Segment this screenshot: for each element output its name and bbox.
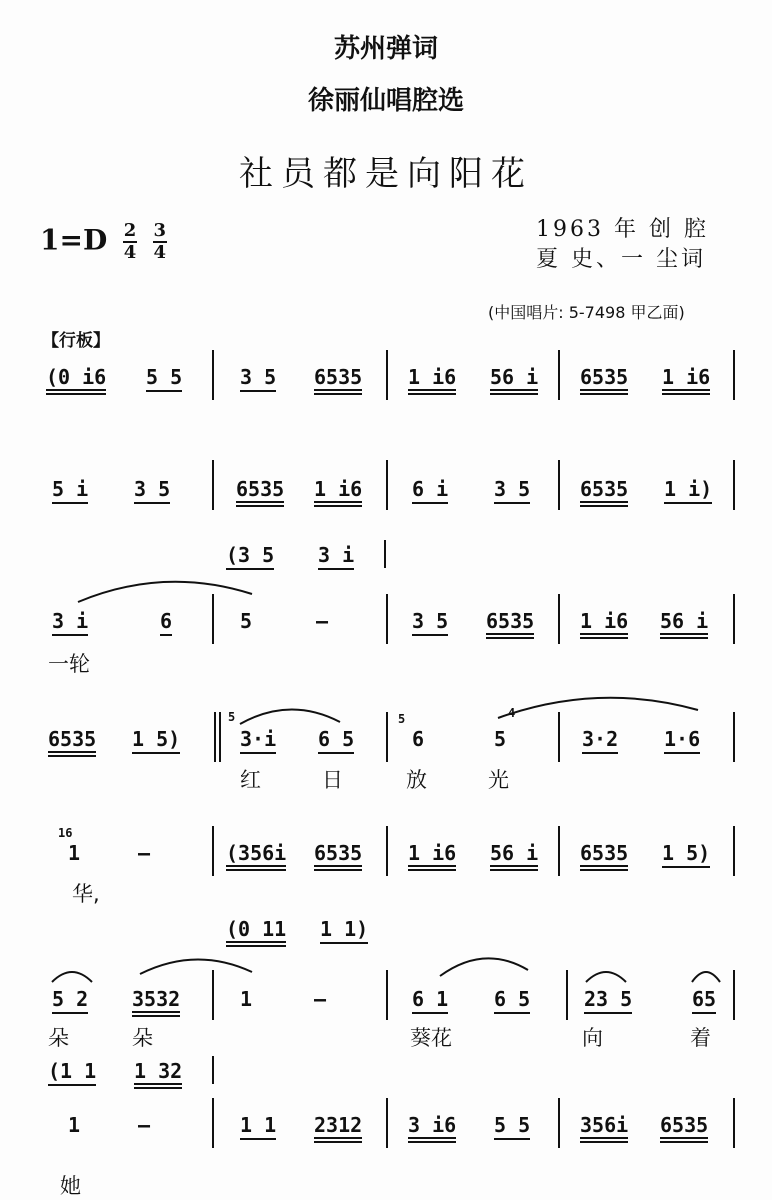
notation-segment: 2312 (314, 1114, 362, 1143)
notation-segment: 6535 (580, 478, 628, 507)
barline (212, 1098, 214, 1148)
notation-segment: 6 5 (494, 988, 530, 1014)
accompaniment-segment: 1 1) (320, 918, 368, 944)
barline (733, 460, 735, 510)
barline (214, 712, 216, 762)
notation-segment: (356i (226, 842, 286, 871)
notation-segment: 1 1 (240, 1114, 276, 1140)
barline (733, 712, 735, 762)
barline (558, 826, 560, 876)
barline (558, 594, 560, 644)
grace-note: 5 (398, 712, 406, 726)
notation-segment: 56 i (660, 610, 708, 639)
notation-segment: 3 5 (412, 610, 448, 636)
notation-segment: 3 5 (494, 478, 530, 504)
barline (384, 540, 386, 568)
lyric: 光 (488, 768, 509, 792)
notation-segment: 3 5 (134, 478, 170, 504)
barline (219, 712, 221, 762)
notation-segment: 1 (240, 987, 253, 1011)
notation-segment: 6535 (314, 366, 362, 395)
barline (386, 712, 388, 762)
notation-segment: 23 5 (584, 988, 632, 1014)
notation-segment: 6535 (486, 610, 534, 639)
notation-segment: 1 (68, 1113, 81, 1137)
notation-segment: 6535 (314, 842, 362, 871)
notation-segment: 6 i (412, 478, 448, 504)
notation-segment: 5 i (52, 478, 88, 504)
slur (48, 964, 98, 986)
slur (74, 572, 258, 608)
barline (558, 350, 560, 400)
collection-title: 徐丽仙唱腔选 (307, 86, 464, 116)
accompaniment-segment: (3 5 (226, 544, 274, 570)
barline (566, 970, 568, 1020)
barline (386, 826, 388, 876)
notation-segment: 5 2 (52, 988, 88, 1014)
lyric: 向 (582, 1026, 603, 1050)
barline (733, 1098, 735, 1148)
barline (733, 826, 735, 876)
barline (212, 826, 214, 876)
slur (688, 964, 724, 986)
notation-segment: 6 5 (318, 728, 354, 754)
notation-segment: 6 1 (412, 988, 448, 1014)
notation-segment: (0 i6 (46, 366, 106, 395)
barline (386, 594, 388, 644)
record-info: (中国唱片: 5-7498 甲乙面) (488, 303, 685, 322)
lyric: 着 (690, 1026, 711, 1050)
lyric: 葵花 (410, 1026, 452, 1050)
barline (212, 350, 214, 400)
notation-segment: 1 i6 (580, 610, 628, 639)
meter-2-4: $\frac{2}{4}$ (123, 220, 137, 263)
lyric: 放 (406, 768, 427, 792)
creation-year: 1963 年 创 腔 (536, 217, 709, 242)
notation-segment: 356i (580, 1114, 628, 1143)
lyric: 日 (322, 768, 343, 792)
sustain-dash: – (138, 1113, 151, 1137)
notation-segment: 56 i (490, 366, 538, 395)
accompaniment-segment: 3 i (318, 544, 354, 570)
notation-segment: 3·i (240, 728, 276, 754)
slur (436, 950, 534, 980)
lyric: 她 (60, 1174, 81, 1198)
grace-note: 16 (58, 826, 73, 840)
sustain-dash: – (314, 987, 327, 1011)
barline (212, 594, 214, 644)
notation-segment: 65 (692, 988, 716, 1014)
barline (558, 1098, 560, 1148)
barline (212, 460, 214, 510)
notation-segment: 6 (160, 610, 172, 636)
notation-segment: 1 5) (132, 728, 180, 754)
notation-segment: 1 (68, 841, 81, 865)
grace-note: 5 (228, 710, 236, 724)
notation-segment: 1·6 (664, 728, 700, 754)
notation-segment: 6535 (580, 842, 628, 871)
barline (386, 970, 388, 1020)
notation-segment: 1 i6 (408, 842, 456, 871)
barline (212, 1056, 214, 1084)
slur (582, 964, 632, 986)
barline (733, 594, 735, 644)
lyricist: 夏 史、一 尘词 (536, 247, 706, 272)
lyric: 朵 (48, 1026, 69, 1050)
barline (212, 970, 214, 1020)
sustain-dash: – (316, 609, 329, 633)
lyric: 一轮 (48, 652, 90, 676)
lyric: 华, (72, 882, 100, 906)
notation-segment: 6 (412, 727, 425, 751)
series-title: 苏州弹词 (333, 34, 438, 64)
notation-segment: 56 i (490, 842, 538, 871)
notation-segment: 3 5 (240, 366, 276, 392)
slur (494, 690, 704, 724)
barline (386, 1098, 388, 1148)
accompaniment-segment: 1 32 (134, 1060, 182, 1089)
notation-segment: 3·2 (582, 728, 618, 754)
barline (386, 460, 388, 510)
sustain-dash: – (138, 841, 151, 865)
notation-segment: 1 i6 (314, 478, 362, 507)
barline (558, 712, 560, 762)
meter-3-4: $\frac{3}{4}$ (153, 220, 166, 263)
barline (733, 970, 735, 1020)
slur (236, 700, 346, 730)
notation-segment: 1 i6 (408, 366, 456, 395)
notation-segment: 5 (494, 727, 507, 751)
notation-segment: 6535 (48, 728, 96, 757)
notation-segment: 3532 (132, 988, 180, 1017)
barline (733, 350, 735, 400)
notation-segment: 3 i6 (408, 1114, 456, 1143)
accompaniment-segment: (0 11 (226, 918, 286, 947)
grace-note: 4 (508, 706, 516, 720)
notation-segment: 3 i (52, 610, 88, 636)
notation-segment: 1 i6 (662, 366, 710, 395)
barline (558, 460, 560, 510)
notation-segment: 6535 (580, 366, 628, 395)
key-label: 1=D (40, 223, 108, 257)
accompaniment-segment: (1 1 (48, 1060, 96, 1086)
notation-segment: 5 5 (494, 1114, 530, 1140)
song-title: 社员都是向阳花 (239, 154, 533, 194)
notation-segment: 5 (240, 609, 253, 633)
barline (386, 350, 388, 400)
notation-segment: 1 i) (664, 478, 712, 504)
notation-segment: 1 5) (662, 842, 710, 868)
notation-segment: 5 5 (146, 366, 182, 392)
lyric: 红 (240, 768, 261, 792)
lyric: 朵 (132, 1026, 153, 1050)
notation-segment: 6535 (660, 1114, 708, 1143)
slur (136, 950, 258, 980)
tempo-marking: 【行板】 (42, 331, 110, 351)
notation-segment: 6535 (236, 478, 284, 507)
key-signature (40, 222, 167, 262)
